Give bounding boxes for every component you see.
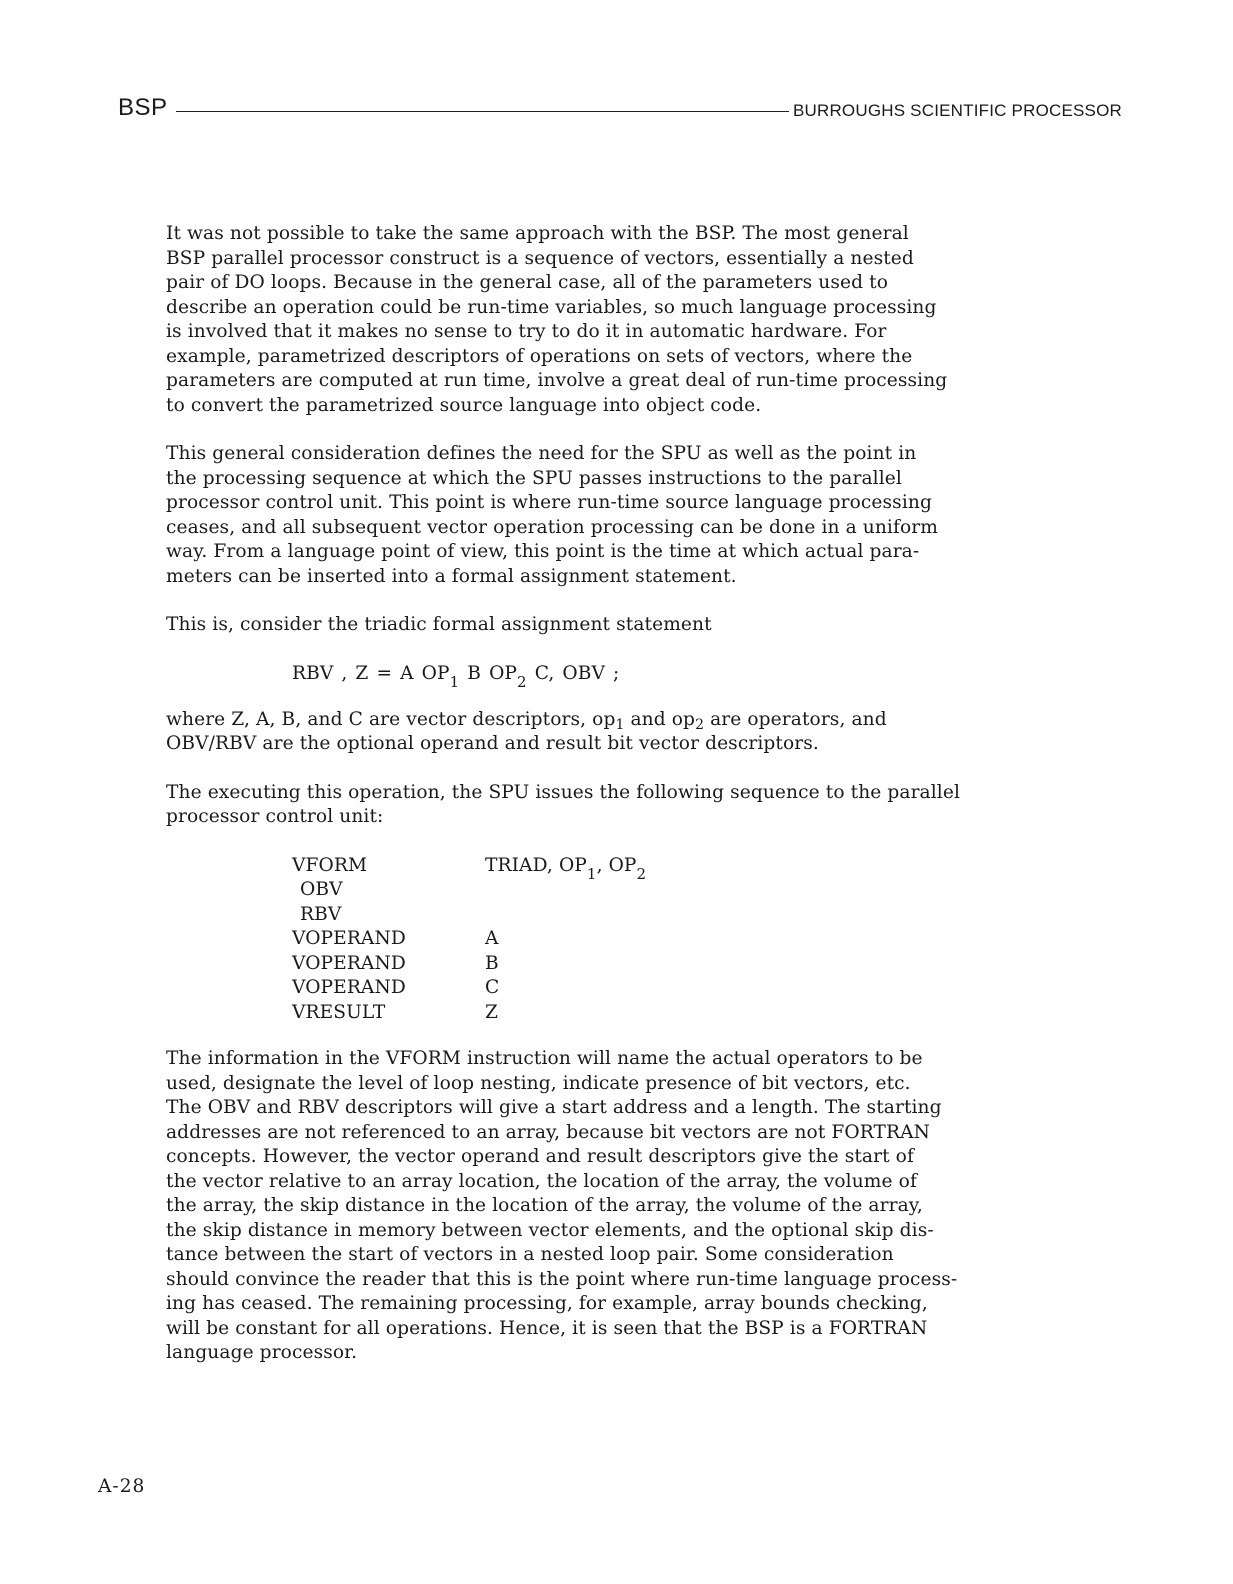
- paragraph-4-text-a: where Z, A, B, and C are vector descriptors, op: [166, 708, 616, 730]
- paragraph-3: This is, consider the triadic formal assignment statement: [166, 614, 712, 635]
- paragraph-1: It was not possible to take the same approach with the BSP. The most general BSP parallel processor construct is a sequence of vectors, essentially a nested pair of DO loops. Because in the general case, all of the parameters used to describe an operation could be run-time variables, so much language processing is involved that it makes no sense to try to do it in automatic hardware. For example, parametrized descriptors of operations on sets of vectors, where the parameters are computed at run time, involve a great deal of run-time processing to convert the parametrized source language into object code.: [166, 223, 948, 416]
- formula-subscript-2: 2: [517, 672, 527, 691]
- formula-part-2: B OP: [459, 662, 518, 684]
- code-op: VOPERAND: [292, 928, 406, 949]
- code-op: VRESULT: [292, 1001, 386, 1023]
- code-arg-part-a: TRIAD, OP: [485, 854, 587, 876]
- paragraph-4-sub-1: 1: [615, 716, 625, 733]
- page-header: [118, 92, 1122, 120]
- paragraph-6: The information in the VFORM instruction will name the actual operators to be used, designate the level of loop nesting, indicate presence of bit vectors, etc. The OBV and RBV descriptors will give a start address and a length. The starting addresses are not referenced to an array, because bit vectors are not FORTRAN concepts. However, the vector operand and result descriptors give the start of the vector relative to an array location, the location of the array, the volume of the array, the skip distance in the location of the array, the volume of the array, the skip distance in memory between vector elements, and the optional skip dis- tance between the start of vectors in a nested loop pair. Some consideration should convince the reader that this is the point where run-time language process- ing has ceased. The remaining processing, for example, array bounds checking, will be constant for all operations. Hence, it is seen that the BSP is a FORTRAN language processor.: [166, 1048, 958, 1363]
- code-arg-part-b: , OP: [596, 854, 637, 876]
- code-arg-sub-2: 2: [636, 864, 647, 883]
- code-row: [292, 952, 1076, 977]
- code-op: OBV: [300, 879, 343, 900]
- header-rule: [176, 111, 789, 112]
- code-op: RBV: [300, 903, 342, 925]
- paragraph-4-sub-2: 2: [695, 716, 705, 733]
- code-arg: Z: [485, 1001, 499, 1023]
- code-arg: C: [485, 977, 500, 998]
- code-op: VOPERAND: [292, 952, 406, 974]
- header-right-title: BURROUGHS SCIENTIFIC PROCESSOR: [792, 101, 1122, 120]
- formula-subscript-1: 1: [449, 672, 460, 691]
- code-arg: A: [485, 928, 499, 949]
- paragraph-2: This general consideration defines the need for the SPU as well as the point in the processing sequence at which the SPU passes instructions to the parallel processor control unit. This point is where run-time source language processing ceases, and all subsequent vector operation processing can be done in a uniform way. From a language point of view, this point is the time at which actual para- meters can be inserted into a formal assignment statement.: [166, 443, 938, 587]
- code-arg-sub-1: 1: [586, 864, 597, 883]
- page-number: A-28: [98, 1476, 146, 1497]
- page-body: [166, 222, 1076, 1366]
- assignment-formula: [292, 662, 1076, 691]
- code-row: [292, 854, 1076, 883]
- code-row: [292, 927, 1076, 952]
- formula-part-1: RBV , Z = A OP: [292, 662, 450, 684]
- header-left-title: BSP: [118, 94, 168, 121]
- paragraph-5: The executing this operation, the SPU issues the following sequence to the parallel processor control unit:: [166, 781, 960, 827]
- formula-part-3: C, OBV ;: [526, 662, 620, 684]
- paragraph-4-text-c: are operators, and OBV/RBV are the optional operand and result bit vector descriptors.: [166, 708, 887, 754]
- paragraph-4-text-b: and op: [624, 708, 696, 730]
- code-row: [292, 1001, 1076, 1026]
- instruction-sequence: [292, 854, 1076, 1026]
- code-op: VFORM: [292, 854, 368, 876]
- code-row: [292, 903, 1076, 928]
- code-row: [292, 976, 1076, 1001]
- code-op: VOPERAND: [292, 977, 406, 998]
- code-row: [292, 878, 1076, 903]
- code-arg: [485, 854, 647, 883]
- code-arg: B: [485, 952, 499, 974]
- paragraph-4: [166, 708, 1076, 757]
